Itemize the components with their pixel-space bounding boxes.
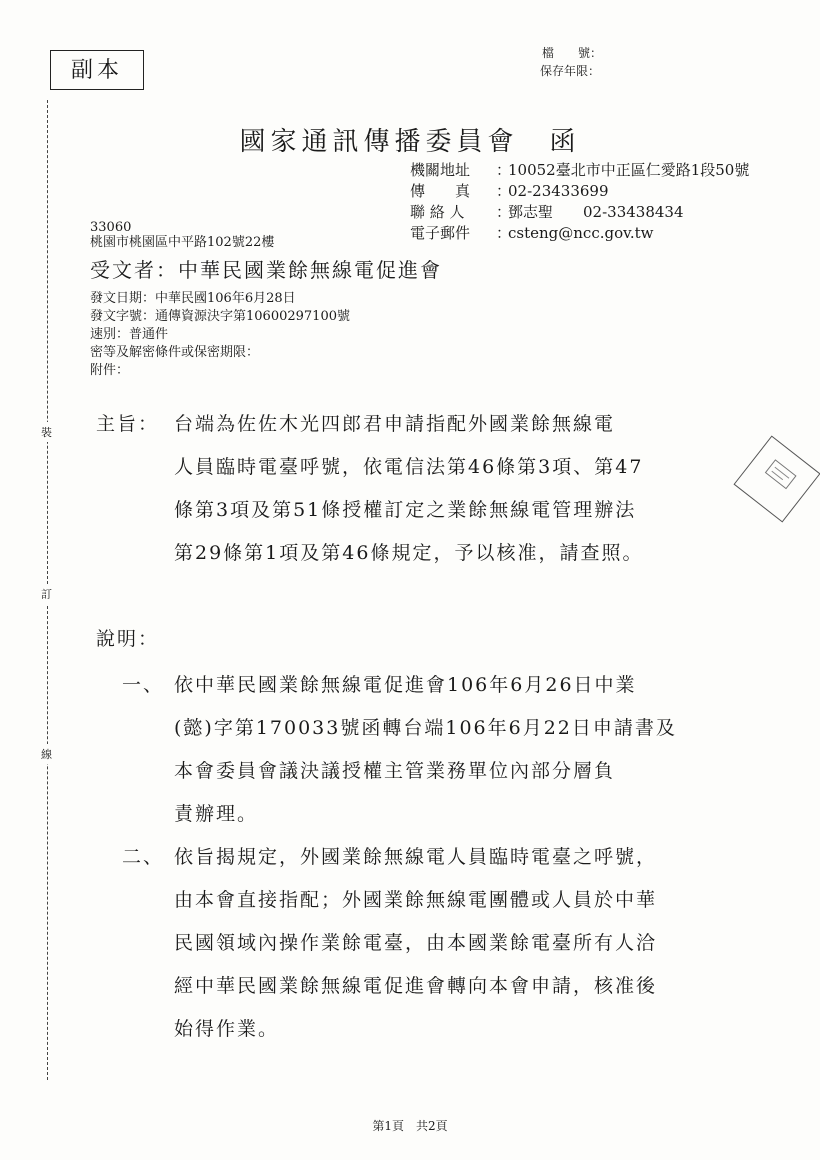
subject-line: 條第3項及第51條授權訂定之業餘無線電管理辦法	[174, 499, 637, 521]
subject-label: 主旨：	[96, 413, 160, 435]
explanation-line: 依中華民國業餘無線電促進會106年6月26日中業	[174, 674, 637, 696]
contact-value: 02-23433699	[508, 182, 609, 200]
subject-line: 台端為佐佐木光四郎君申請指配外國業餘無線電	[174, 413, 616, 435]
binding-mark-zhuang: 裝	[41, 422, 52, 442]
binding-mark-xian: 線	[41, 744, 52, 764]
explanation-line: 責辦理。	[174, 803, 259, 825]
retention-label: 保存年限：	[540, 64, 601, 78]
contact-person-row	[410, 202, 749, 223]
contact-value: 10052臺北市中正區仁愛路1段50號	[508, 161, 750, 179]
document-number: 發文字號：通傳資源決字第10600297100號	[90, 309, 350, 324]
explanation-item-2	[174, 836, 730, 1051]
explanation-line: 始得作業。	[174, 1018, 280, 1040]
document-meta	[90, 290, 350, 380]
explanation-label: 說明：	[96, 628, 160, 650]
contact-block	[410, 160, 749, 244]
file-number-label: 檔 號：	[542, 46, 603, 60]
explanation-line: 民國領域內操作業餘電臺，由本國業餘電臺所有人洽	[174, 932, 658, 954]
issue-date: 發文日期：中華民國106年6月28日	[90, 291, 296, 306]
explanation-line: 由本會直接指配；外國業餘無線電團體或人員於中華	[174, 889, 658, 911]
subject-line: 第29條第1項及第46條規定，予以核准，請查照。	[174, 542, 644, 564]
contact-value: csteng@ncc.gov.tw	[508, 224, 654, 242]
document-title: 國家通訊傳播委員會 函	[239, 127, 581, 157]
contact-sep: ：	[496, 182, 512, 200]
attachment: 附件：	[90, 363, 130, 378]
contact-key: 聯 絡 人	[410, 203, 465, 221]
contact-key: 機關地址	[410, 161, 471, 179]
subject-text	[174, 403, 730, 575]
contact-sep: ：	[496, 203, 512, 221]
stamp-mark-icon	[763, 457, 799, 491]
recipient: 受文者：中華民國業餘無線電促進會	[90, 258, 442, 282]
explanation-line: 依旨揭規定，外國業餘無線電人員臨時電臺之呼號，	[174, 846, 658, 868]
recipient-address: 桃園市桃園區中平路102號22樓	[90, 235, 275, 250]
contact-key: 電子郵件	[410, 224, 471, 242]
contact-value: 鄧志聖 02-33438434	[508, 203, 684, 221]
secrecy-level: 密等及解密條件或保密期限：	[90, 345, 260, 360]
explanation-item-1	[174, 664, 730, 836]
received-stamp	[733, 435, 820, 522]
contact-fax-row	[410, 181, 749, 202]
contact-sep: ：	[496, 161, 512, 179]
file-info	[540, 44, 602, 80]
recipient-zip: 33060	[90, 220, 132, 235]
contact-email-row	[410, 223, 749, 244]
explanation-item-number: 二、	[122, 846, 165, 868]
delivery-speed: 速別：普通件	[90, 327, 169, 342]
page-footer: 第1頁 共2頁	[372, 1119, 448, 1133]
contact-key: 傳 真	[410, 182, 471, 200]
copy-label-box: 副本	[50, 50, 144, 90]
contact-sep: ：	[496, 224, 512, 242]
explanation-line: (懿)字第170033號函轉台端106年6月22日申請書及	[174, 717, 677, 739]
explanation-item-number: 一、	[122, 674, 165, 696]
contact-address-row	[410, 160, 749, 181]
explanation-line: 本會委員會議決議授權主管業務單位內部分層負	[174, 760, 616, 782]
subject-line: 人員臨時電臺呼號，依電信法第46條第3項、第47	[174, 456, 644, 478]
binding-mark-ding: 訂	[41, 584, 52, 604]
explanation-line: 經中華民國業餘無線電促進會轉向本會申請，核准後	[174, 975, 658, 997]
